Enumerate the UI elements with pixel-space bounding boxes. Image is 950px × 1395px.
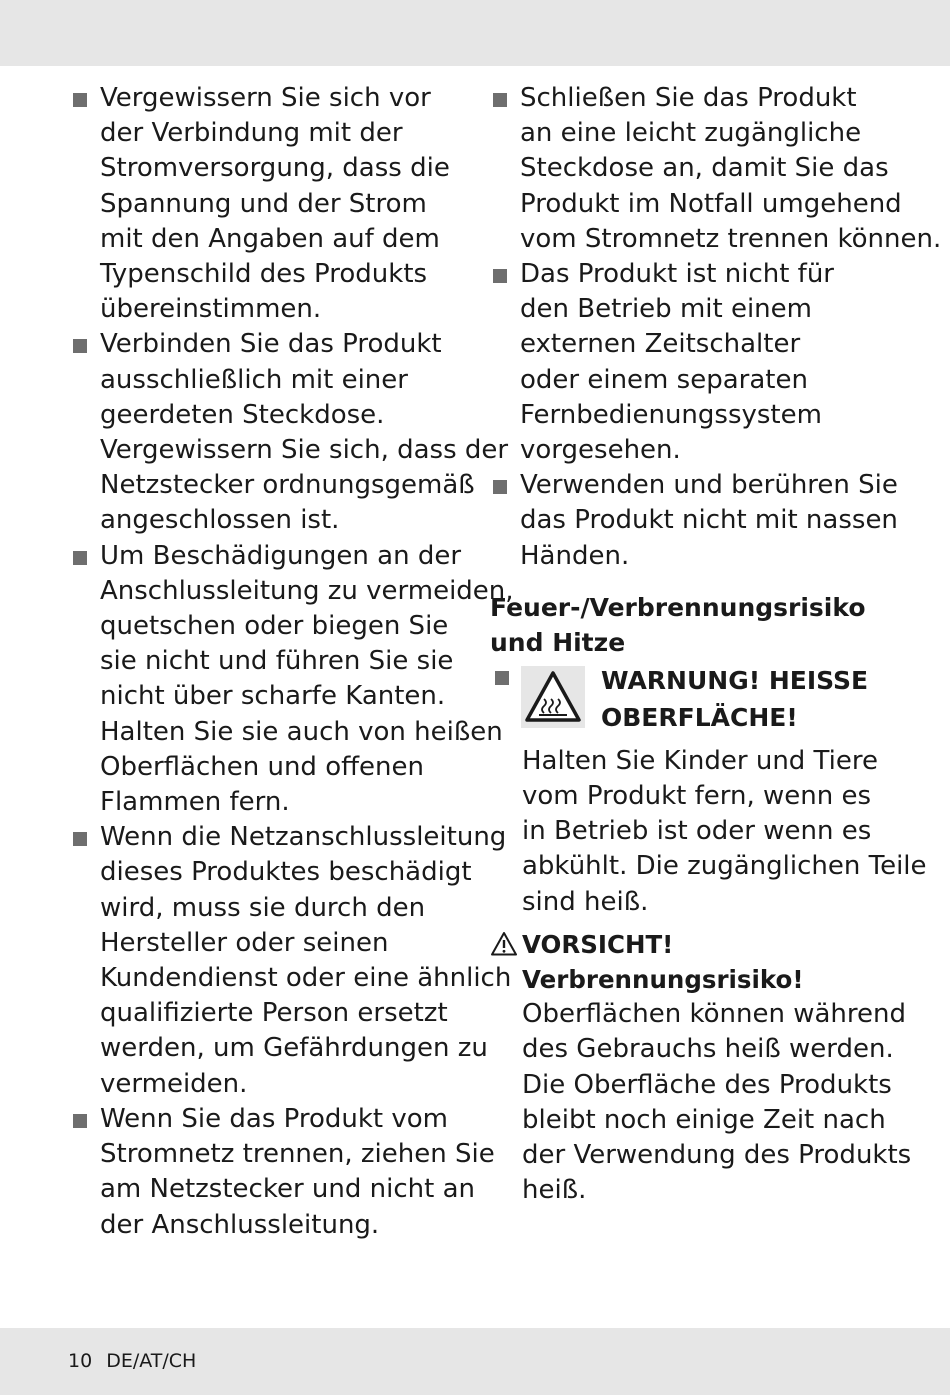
text-line: Wenn die Netzanschlussleitung	[100, 822, 507, 853]
list-item	[70, 820, 512, 1102]
text-line: Händen.	[520, 540, 630, 571]
text-line: Spannung und der Strom	[100, 188, 427, 219]
caution-title: VORSICHT!	[522, 929, 674, 959]
text-line: quetschen oder biegen Sie	[100, 611, 449, 642]
text-line: mit den Angaben auf dem	[100, 223, 440, 254]
text-line: Hersteller oder seinen	[100, 927, 389, 958]
text-line: Stromnetz trennen, ziehen Sie	[100, 1139, 495, 1170]
text-line: Fernbedienungssystem	[520, 399, 822, 430]
bullet-square-icon	[493, 269, 507, 283]
text-line: Flammen fern.	[100, 787, 290, 818]
list-item	[70, 1102, 495, 1243]
text-line: nicht über scharfe Kanten.	[100, 681, 446, 712]
text-line: sie nicht und führen Sie sie	[100, 646, 454, 677]
bullet-square-icon	[73, 551, 87, 565]
text-line: Verbinden Sie das Produkt	[100, 329, 442, 360]
text-line: geerdeten Steckdose.	[100, 399, 385, 430]
heading-line: Feuer-/Verbrennungsrisiko	[490, 592, 866, 622]
text-line: oder einem separaten	[520, 364, 808, 395]
bullet-square-icon	[73, 1114, 87, 1128]
text-line: Anschlussleitung zu vermeiden,	[100, 575, 514, 606]
text-line: Kundendienst oder eine ähnlich	[100, 963, 512, 994]
bullet-square-icon	[73, 832, 87, 846]
text-line: Oberflächen können während	[522, 999, 906, 1030]
region-label: DE/AT/CH	[106, 1350, 197, 1372]
bullet-square-icon	[73, 339, 87, 353]
text-line: Vergewissern Sie sich, dass der	[100, 435, 509, 466]
text-line: Die Oberfläche des Produkts	[522, 1069, 892, 1100]
text-line: heiß.	[522, 1175, 587, 1206]
text-line: Das Produkt ist nicht für	[520, 259, 834, 290]
list-item	[490, 81, 942, 257]
bullet-square-icon	[493, 93, 507, 107]
text-line: an eine leicht zugängliche	[520, 118, 862, 149]
text-line: Schließen Sie das Produkt	[520, 83, 857, 113]
text-line: Verwenden und berühren Sie	[520, 470, 898, 501]
list-item	[70, 327, 509, 538]
text-line: der Anschlussleitung.	[100, 1209, 380, 1240]
page-number: 10	[68, 1350, 93, 1372]
warning-title	[601, 662, 868, 736]
text-line: vermeiden.	[100, 1068, 248, 1099]
bullet-square-icon	[493, 480, 507, 494]
text-line: Halten Sie sie auch von heißen	[100, 716, 503, 747]
section-heading	[490, 590, 900, 660]
text-line: Produkt im Notfall umgehend	[520, 188, 902, 219]
text-line: dieses Produktes beschädigt	[100, 857, 472, 888]
text-line: den Betrieb mit einem	[520, 294, 812, 325]
text-line: der Verbindung mit der	[100, 118, 403, 149]
warning-line: WARNUNG! HEISSE	[601, 665, 869, 695]
text-line: abkühlt. Die zugänglichen Teile	[522, 851, 927, 882]
text-line: das Produkt nicht mit nassen	[520, 505, 898, 536]
text-line: ausschließlich mit einer	[100, 364, 408, 395]
text-line: bleibt noch einige Zeit nach	[522, 1104, 886, 1135]
heading-line: und Hitze	[490, 627, 626, 657]
text-line: Halten Sie Kinder und Tiere	[522, 745, 878, 776]
list-item	[490, 468, 900, 574]
text-line: Steckdose an, damit Sie das	[520, 153, 889, 184]
text-line: am Netzstecker und nicht an	[100, 1174, 475, 1205]
list-item	[490, 257, 900, 468]
text-line: externen Zeitschalter	[520, 329, 801, 360]
caution-triangle-icon	[490, 931, 518, 957]
text-line: der Verwendung des Produkts	[522, 1140, 912, 1171]
text-line: übereinstimmen.	[100, 294, 322, 325]
text-line: qualifizierte Person ersetzt	[100, 998, 448, 1029]
text-line: Stromversorgung, dass die	[100, 153, 450, 184]
text-line: sind heiß.	[522, 886, 649, 917]
text-line: wird, muss sie durch den	[100, 892, 426, 923]
text-line: vom Produkt fern, wenn es	[522, 781, 872, 812]
header-band	[0, 0, 950, 66]
text-line: Vergewissern Sie sich vor	[100, 83, 431, 113]
text-line: Um Beschädigungen an der	[100, 540, 462, 571]
right-column	[490, 81, 942, 1208]
warning-line: OBERFLÄCHE!	[601, 702, 798, 732]
text-line: Wenn Sie das Produkt vom	[100, 1103, 449, 1134]
text-line: werden, um Gefährdungen zu	[100, 1033, 488, 1064]
text-line: Netzstecker ordnungsgemäß	[100, 470, 475, 501]
warning-paragraph	[490, 744, 927, 920]
warning-row	[490, 666, 900, 738]
bullet-square-icon	[495, 671, 509, 685]
text-line: vorgesehen.	[520, 435, 681, 466]
text-line: vom Stromnetz trennen können.	[520, 223, 942, 254]
caution-block	[490, 927, 912, 1209]
text-line: in Betrieb ist oder wenn es	[522, 816, 872, 847]
list-item	[70, 81, 470, 327]
text-line: des Gebrauchs heiß werden.	[522, 1034, 894, 1065]
hot-surface-warning-icon	[521, 666, 585, 728]
text-line: Oberflächen und offenen	[100, 751, 424, 782]
text-line: angeschlossen ist.	[100, 505, 340, 536]
text-line: Typenschild des Produkts	[100, 259, 428, 290]
bullet-square-icon	[73, 93, 87, 107]
page-footer	[68, 1350, 196, 1372]
list-item	[70, 539, 514, 821]
caution-subtitle: Verbrennungsrisiko!	[522, 965, 804, 995]
left-column	[70, 81, 514, 1243]
